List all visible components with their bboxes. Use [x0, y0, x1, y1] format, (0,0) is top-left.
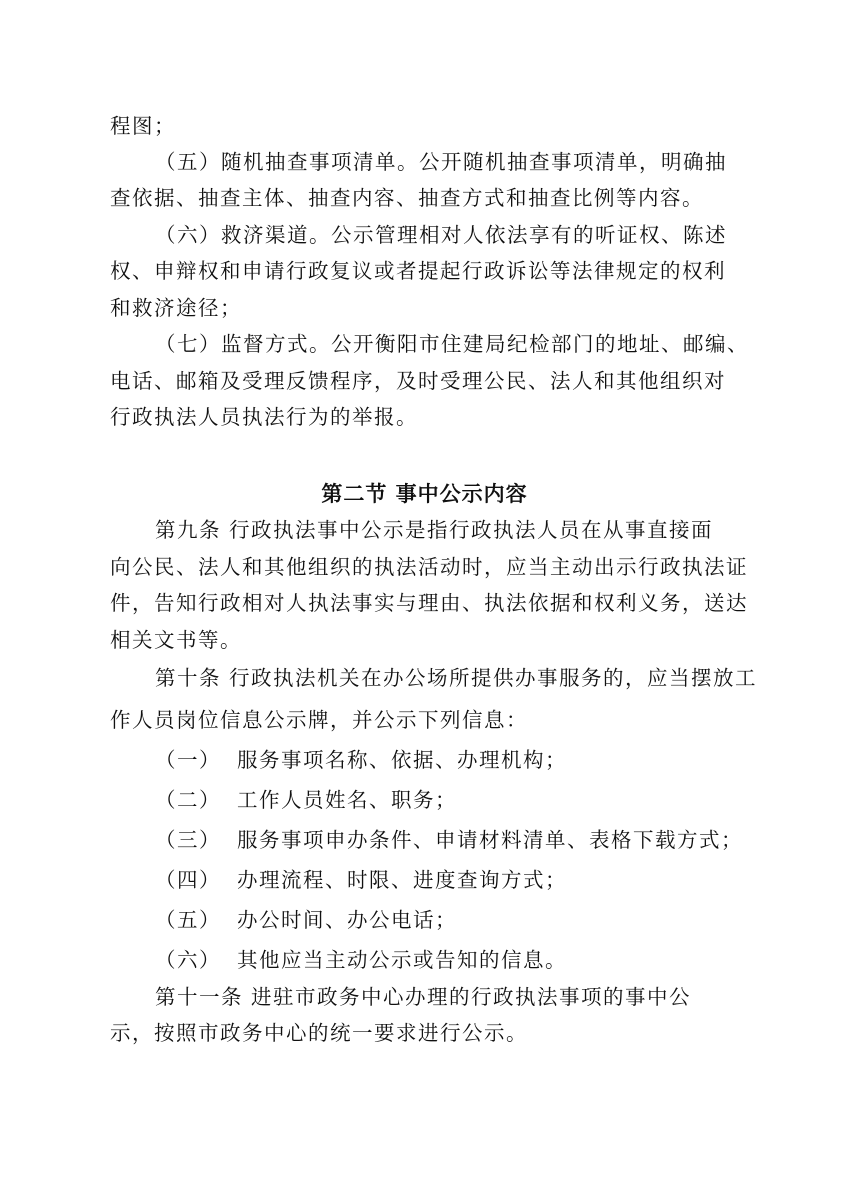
- text-line: （六）救济渠道。公示管理相对人依法享有的听证权、陈述: [155, 223, 727, 247]
- text-line: 作人员岗位信息公示牌，并公示下列信息：: [110, 708, 528, 732]
- text-line: 示，按照市政务中心的统一要求进行公示。: [110, 1021, 528, 1045]
- list-item: [155, 746, 795, 774]
- text-line: 程图；: [110, 114, 176, 138]
- text-line: 权、申辩权和申请行政复议或者提起行政诉讼等法律规定的权利: [110, 259, 726, 283]
- list-item: [155, 866, 795, 894]
- list-item-label: （二）: [155, 788, 221, 812]
- text-line: 向公民、法人和其他组织的执法活动时，应当主动出示行政执法证: [110, 555, 748, 579]
- section-heading: 第二节 事中公示内容: [321, 481, 528, 506]
- list-item-text: 服务事项申办条件、申请材料清单、表格下载方式；: [237, 828, 743, 852]
- text-line: 查依据、抽查主体、抽查内容、抽查方式和抽查比例等内容。: [110, 186, 704, 210]
- text-line: 电话、邮箱及受理反馈程序，及时受理公民、法人和其他组织对: [110, 369, 726, 393]
- list-item-label: （三）: [155, 828, 221, 852]
- list-item: [155, 826, 795, 854]
- list-item-label: （一）: [155, 748, 221, 772]
- text-line: （七）监督方式。公开衡阳市住建局纪检部门的地址、邮编、: [155, 332, 749, 356]
- list-item: [155, 946, 795, 974]
- list-item: [155, 786, 795, 814]
- list-item-text: 办公时间、办公电话；: [237, 908, 457, 932]
- text-line: 相关文书等。: [110, 628, 242, 652]
- text-line: 第九条 行政执法事中公示是指行政执法人员在从事直接面: [155, 518, 714, 542]
- text-line: 第十一条 进驻市政务中心办理的行政执法事项的事中公: [155, 985, 692, 1009]
- text-line: 件，告知行政相对人执法事实与理由、执法依据和权利义务，送达: [110, 591, 748, 615]
- text-line: 和救济途径；: [110, 296, 242, 320]
- list-item-label: （六）: [155, 948, 221, 972]
- text-line: 第十条 行政执法机关在办公场所提供办事服务的，应当摆放工: [155, 666, 758, 690]
- text-line: （五）随机抽查事项清单。公开随机抽查事项清单，明确抽: [155, 150, 727, 174]
- list-item-label: （四）: [155, 868, 221, 892]
- list-item-text: 办理流程、时限、进度查询方式；: [237, 868, 567, 892]
- list-item-text: 其他应当主动公示或告知的信息。: [237, 948, 567, 972]
- list-item: [155, 906, 795, 934]
- text-line: 行政执法人员执法行为的举报。: [110, 405, 418, 429]
- list-item-label: （五）: [155, 908, 221, 932]
- list-item-text: 服务事项名称、依据、办理机构；: [237, 748, 567, 772]
- list-item-text: 工作人员姓名、职务；: [237, 788, 457, 812]
